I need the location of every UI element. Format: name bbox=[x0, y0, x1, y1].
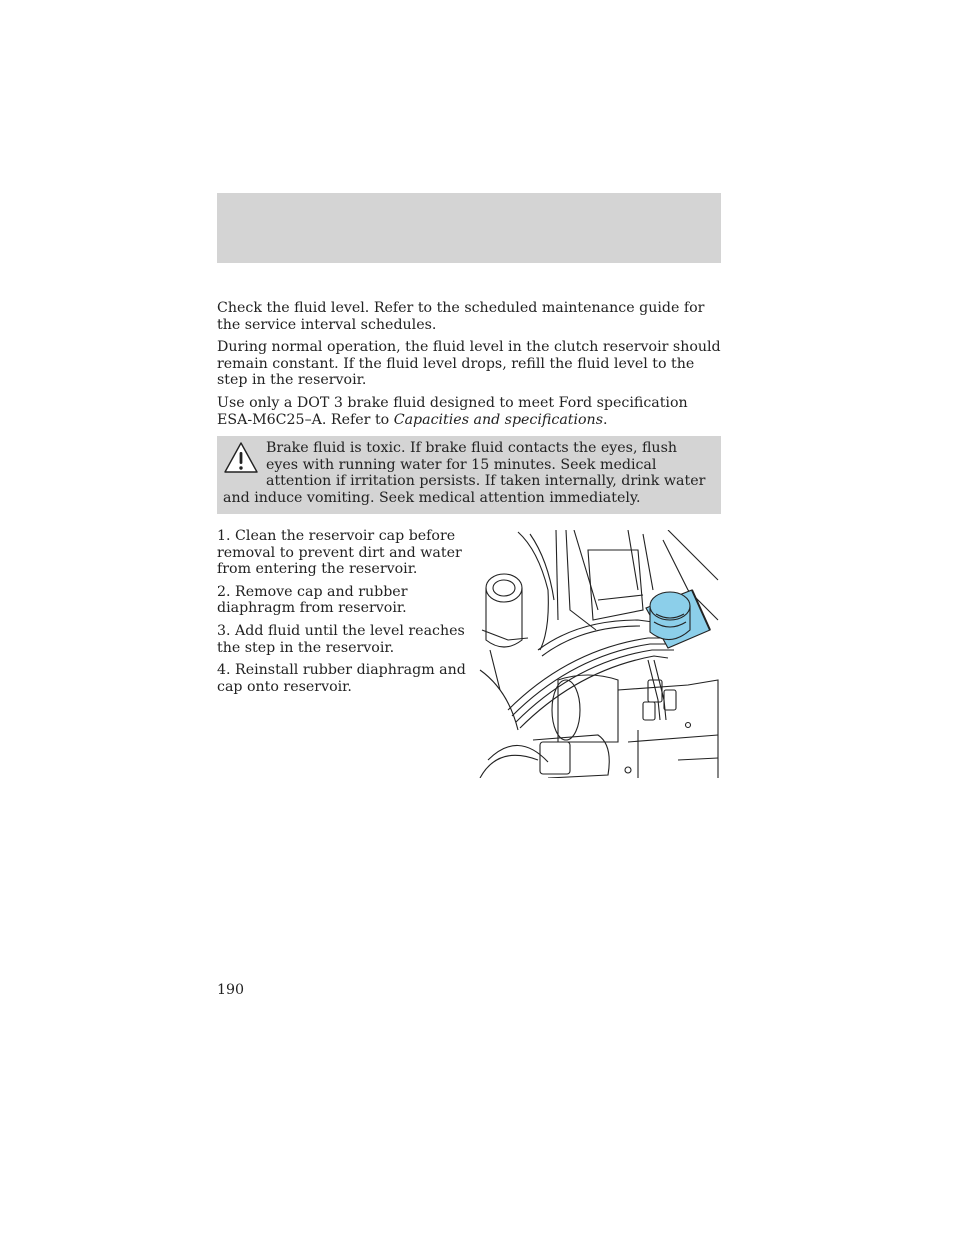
paragraph-dot3-fluid bbox=[217, 395, 721, 428]
clutch-reservoir-illustration bbox=[478, 530, 722, 778]
warning-box bbox=[217, 436, 721, 514]
warning-text: Brake fluid is toxic. If brake fluid contacts the eyes, flush eyes with running water for 15 minutes. Seek medical attention if irritation persists. If taken internally, drink water and induce vomiting. Seek medical attention immediately. bbox=[223, 440, 706, 506]
header-band bbox=[217, 193, 721, 263]
dot3-suffix: . bbox=[602, 411, 608, 428]
list-item: 1. Clean the reservoir cap before removal to prevent dirt and water from entering the reservoir. bbox=[217, 528, 462, 578]
capacities-reference: Capacities and specifications bbox=[393, 411, 603, 428]
paragraph-normal-operation: During normal operation, the fluid level in the clutch reservoir should remain constant. If the fluid level drops, refill the fluid level to the step in the reservoir. bbox=[217, 339, 721, 389]
page-number: 190 bbox=[217, 982, 245, 998]
steps-list bbox=[217, 528, 467, 701]
dot3-text: Use only a DOT 3 brake fluid designed to meet Ford specification ESA-M6C25–A. Refer to bbox=[217, 395, 688, 428]
list-item: 2. Remove cap and rubber diaphragm from reservoir. bbox=[217, 583, 408, 617]
warning-triangle-icon bbox=[223, 441, 259, 475]
list-item: 3. Add fluid until the level reaches the step in the reservoir. bbox=[217, 622, 465, 656]
list-item: 4. Reinstall rubber diaphragm and cap onto reservoir. bbox=[217, 662, 466, 695]
paragraph-check-fluid: Check the fluid level. Refer to the scheduled maintenance guide for the service interval schedules. bbox=[217, 300, 705, 333]
